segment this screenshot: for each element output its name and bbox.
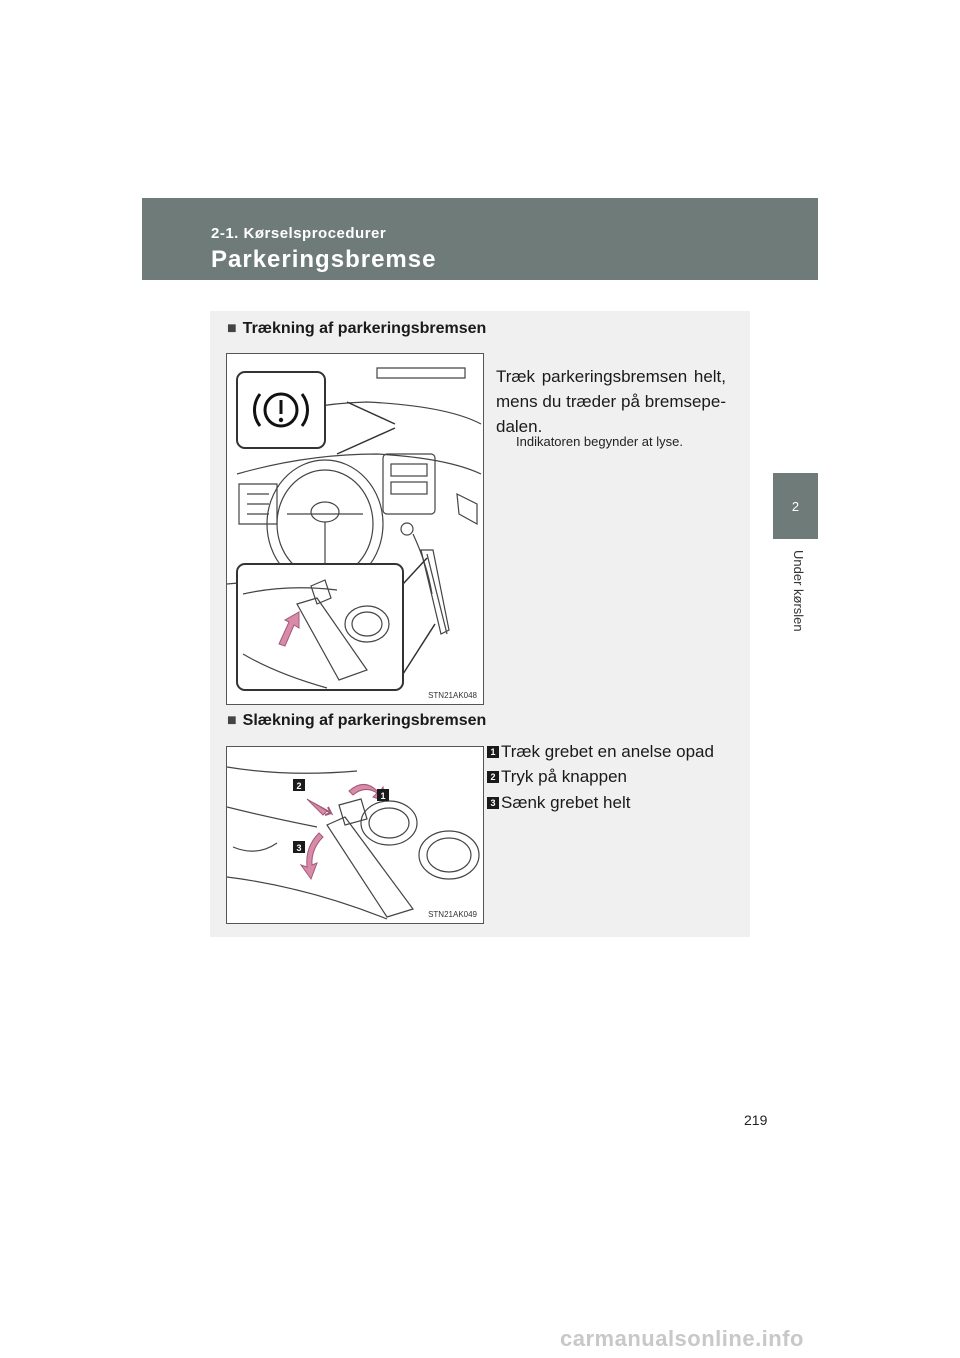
step-number: 3 xyxy=(487,797,499,809)
release-heading xyxy=(227,712,486,730)
figure-code: STN21AK048 xyxy=(428,691,477,700)
marker-2-label: 2 xyxy=(296,781,302,791)
apply-heading-text: Trækning af parkeringsbremsen xyxy=(242,320,487,337)
step-1 xyxy=(487,742,714,762)
apply-heading xyxy=(227,320,486,338)
header-bar xyxy=(142,198,818,280)
watermark[interactable]: carmanualsonline.info xyxy=(560,1326,804,1351)
chapter-number: 2 xyxy=(791,498,800,514)
release-figure xyxy=(226,746,484,924)
figure-code: STN21AK049 xyxy=(428,910,477,919)
bullet-icon: ■ xyxy=(227,320,237,337)
step-number: 2 xyxy=(487,771,499,783)
content-box xyxy=(210,311,750,937)
page-number: 219 xyxy=(744,1112,768,1128)
press-button-arrow-icon xyxy=(307,799,327,815)
page-title: Parkeringsbremse xyxy=(211,246,437,273)
lever-release-illustration xyxy=(227,747,483,923)
dashboard-illustration xyxy=(227,354,483,704)
step-2 xyxy=(487,767,627,787)
step-text: Træk grebet en anelse opad xyxy=(501,742,714,761)
bullet-icon: ■ xyxy=(227,712,237,729)
apply-note: Indikatoren begynder at lyse. xyxy=(516,434,683,449)
release-heading-text: Slækning af parkeringsbremsen xyxy=(242,712,487,729)
step-3 xyxy=(487,793,630,813)
marker-3-label: 3 xyxy=(296,843,302,853)
chapter-label: Under kørslen xyxy=(791,550,806,632)
step-text: Sænk grebet helt xyxy=(501,793,631,812)
section-label: 2-1. Kørselsprocedurer xyxy=(211,225,387,242)
chapter-tab[interactable] xyxy=(773,473,818,539)
apply-text: Træk parkeringsbremsen helt, mens du træder på bremsepe-dalen. xyxy=(496,367,726,436)
lever-callout xyxy=(237,564,403,690)
step-number: 1 xyxy=(487,746,499,758)
marker-1-label: 1 xyxy=(380,791,386,801)
apply-figure xyxy=(226,353,484,705)
lower-lever-arrow-icon xyxy=(301,833,323,879)
step-text: Tryk på knappen xyxy=(501,767,627,786)
